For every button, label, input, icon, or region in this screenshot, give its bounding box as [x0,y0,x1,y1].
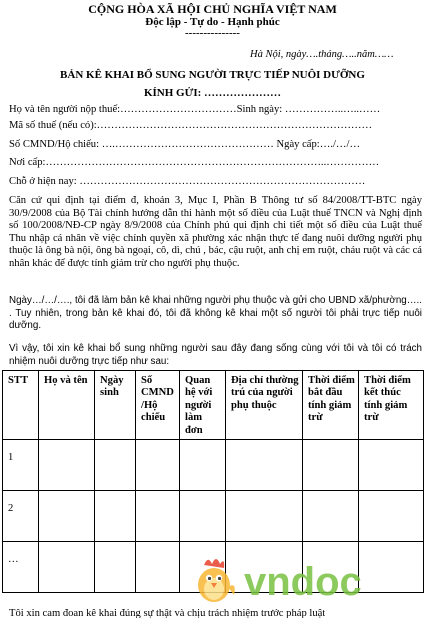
table-cell[interactable] [136,542,180,593]
paragraph-previous-declaration: Ngày…/…/…., tôi đã làm bản kê khai những người phụ thuộc và gửi cho UBND xã/phường….. . Tuy nhiên, trong bản kê khai đó, tôi đã không kê khai một số người tôi phải trực tiếp nuôi dưỡng. [9,295,422,332]
table-cell[interactable] [95,542,136,593]
place-date: Hà Nội, ngày….tháng…..năm…… [250,49,394,60]
field-tax-code[interactable]: Mã số thuế (nếu có):…………………………………………………………………… [9,120,373,131]
table-cell[interactable] [226,440,303,491]
table-cell[interactable] [136,440,180,491]
country-name: CỘNG HÒA XÃ HỘI CHỦ NGHĨA VIỆT NAM [88,2,337,16]
table-cell[interactable] [95,491,136,542]
table-cell[interactable] [359,491,424,542]
table-cell[interactable] [180,491,226,542]
table-cell[interactable] [359,440,424,491]
header-birth-date: Ngày sinh [95,371,136,440]
header-divider: --------------- [185,27,240,39]
field-current-address[interactable]: Chỗ ở hiện nay: ……………………………………………………………………… [9,176,366,187]
row-number: 1 [3,440,39,491]
footer-fragment: Tôi xin cam đoan kê khai đúng sự thật và chịu trách nhiệm trước pháp luật [9,608,326,618]
paragraph-legal-basis: Căn cứ qui định tại điểm đ, khoản 3, Mục I, Phần B Thông tư số 84/2008/TT-BTC ngày 30/9/2008 của Bộ Tài chính hướng dẫn thi hành một số điều của Luật thuế TNCN và Nghị định số 100/2008/NĐ-CP ngày 8/9/2008 của Chính phủ qui định chi tiết một số điều của Luật thuế Thu nhập cá nhân về việc chính quyền xã phường xác nhận thực tế đang nuôi dưỡng người phụ thuộc là ông bà nội, ông bà ngoại, cô, dì, chú , bác, cậu ruột, anh chị em ruột, cháu ruột và các cá nhân khác để được tính giảm trừ cho người phụ thuộc. [9,195,422,269]
field-taxpayer-name[interactable]: Họ và tên người nộp thuế:……………………………Sinh ngày: ……………..…..…… [9,104,381,115]
header-stt: STT [3,371,39,440]
paragraph-request: Vì vậy, tôi xin kê khai bổ sung những người sau đây đang sống cùng với tôi và tôi có trách nhiệm nuôi dưỡng trực tiếp như sau: [9,343,422,367]
table-cell[interactable] [39,440,95,491]
field-id-number[interactable]: Số CMND/Hộ chiếu: ….……………………………………… Ngày cấp:…./…/… [9,139,361,150]
vndoc-watermark [190,551,390,607]
table-cell[interactable] [303,491,359,542]
table-cell[interactable] [180,440,226,491]
header-id-passport: Số CMND /Hộ chiếu [136,371,180,440]
header-permanent-address: Địa chỉ thường trú của người phụ thuộc [226,371,303,440]
row-number: 2 [3,491,39,542]
row-number: … [3,542,39,593]
table-row [3,491,424,542]
header-deduction-end: Thời điểm kết thúc tính giảm trừ [359,371,424,440]
table-cell[interactable] [39,542,95,593]
table-header-row [3,371,424,440]
table-cell[interactable] [226,491,303,542]
table-cell[interactable] [303,440,359,491]
table-row [3,440,424,491]
chicken-mascot-icon [198,559,235,602]
addressee: KÍNH GỬI: ………………… [143,87,282,99]
header-full-name: Họ và tên [39,371,95,440]
table-cell[interactable] [95,440,136,491]
field-issue-place[interactable]: Nơi cấp:……………………………………………………………………..…………… [9,157,380,168]
table-cell[interactable] [39,491,95,542]
document-title: BẢN KÊ KHAI BỔ SUNG NGƯỜI TRỰC TIẾP NUÔI DƯỠNG [60,69,365,81]
header-deduction-start: Thời điểm bắt đầu tính giảm trừ [303,371,359,440]
table-cell[interactable] [136,491,180,542]
brand-wordmark: vndoc [244,560,362,604]
national-motto: Độc lập - Tự do - Hạnh phúc [145,16,280,28]
header-relationship: Quan hệ với người làm đơn [180,371,226,440]
